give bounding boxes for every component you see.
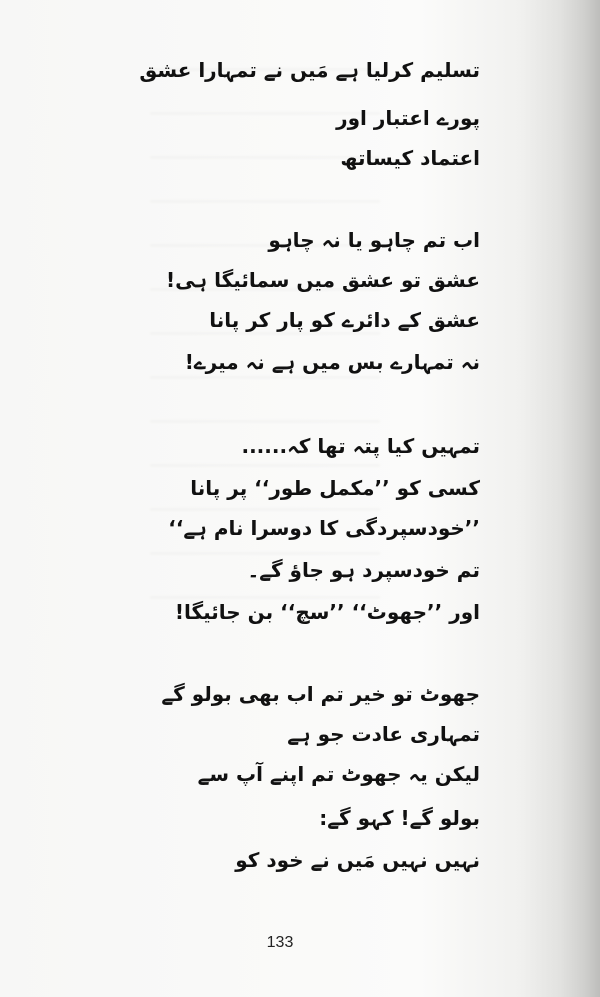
stanza-4-line-1: جھوٹ تو خیر تم اب بھی بولو گے bbox=[161, 682, 480, 706]
page-number: 133 bbox=[266, 934, 294, 951]
stanza-2-line-4: نہ تمہارے بس میں ہے نہ میرے! bbox=[184, 350, 480, 374]
stanza-1-line-1: تسلیم کرلیا ہے مَیں نے تمہارا عشق bbox=[139, 58, 480, 82]
stanza-3-line-5: اور ’’جھوٹ‘‘ ’’سچ‘‘ بن جائیگا! bbox=[174, 600, 480, 624]
stanza-3-line-2: کسی کو ’’مکمل طور‘‘ پر پانا bbox=[190, 476, 480, 500]
stanza-2-line-3: عشق کے دائرے کو پار کر پانا bbox=[209, 308, 480, 332]
stanza-4-line-3: لیکن یہ جھوٹ تم اپنے آپ سے bbox=[197, 762, 480, 786]
stanza-4-line-2: تمہاری عادت جو ہے bbox=[287, 722, 480, 746]
poem bbox=[139, 0, 480, 997]
stanza-3-line-3: ’’خودسپردگی کا دوسرا نام ہے‘‘ bbox=[168, 516, 480, 540]
stanza-2-line-1: اب تم چاہو یا نہ چاہو bbox=[268, 228, 480, 252]
stanza-3-line-4: تم خودسپرد ہو جاؤ گے۔ bbox=[247, 558, 480, 582]
stanza-2-line-2: عشق تو عشق میں سمائیگا ہی! bbox=[166, 268, 480, 292]
stanza-4-line-4: بولو گے! کہو گے: bbox=[319, 806, 480, 830]
stanza-1-line-3: اعتماد کیساتھ bbox=[340, 146, 480, 170]
stanza-4-line-5: نہیں نہیں مَیں نے خود کو bbox=[235, 848, 480, 872]
stanza-3-line-1: تمہیں کیا پتہ تھا کہ...... bbox=[241, 434, 480, 458]
stanza-1-line-2: پورے اعتبار اور bbox=[336, 106, 480, 130]
